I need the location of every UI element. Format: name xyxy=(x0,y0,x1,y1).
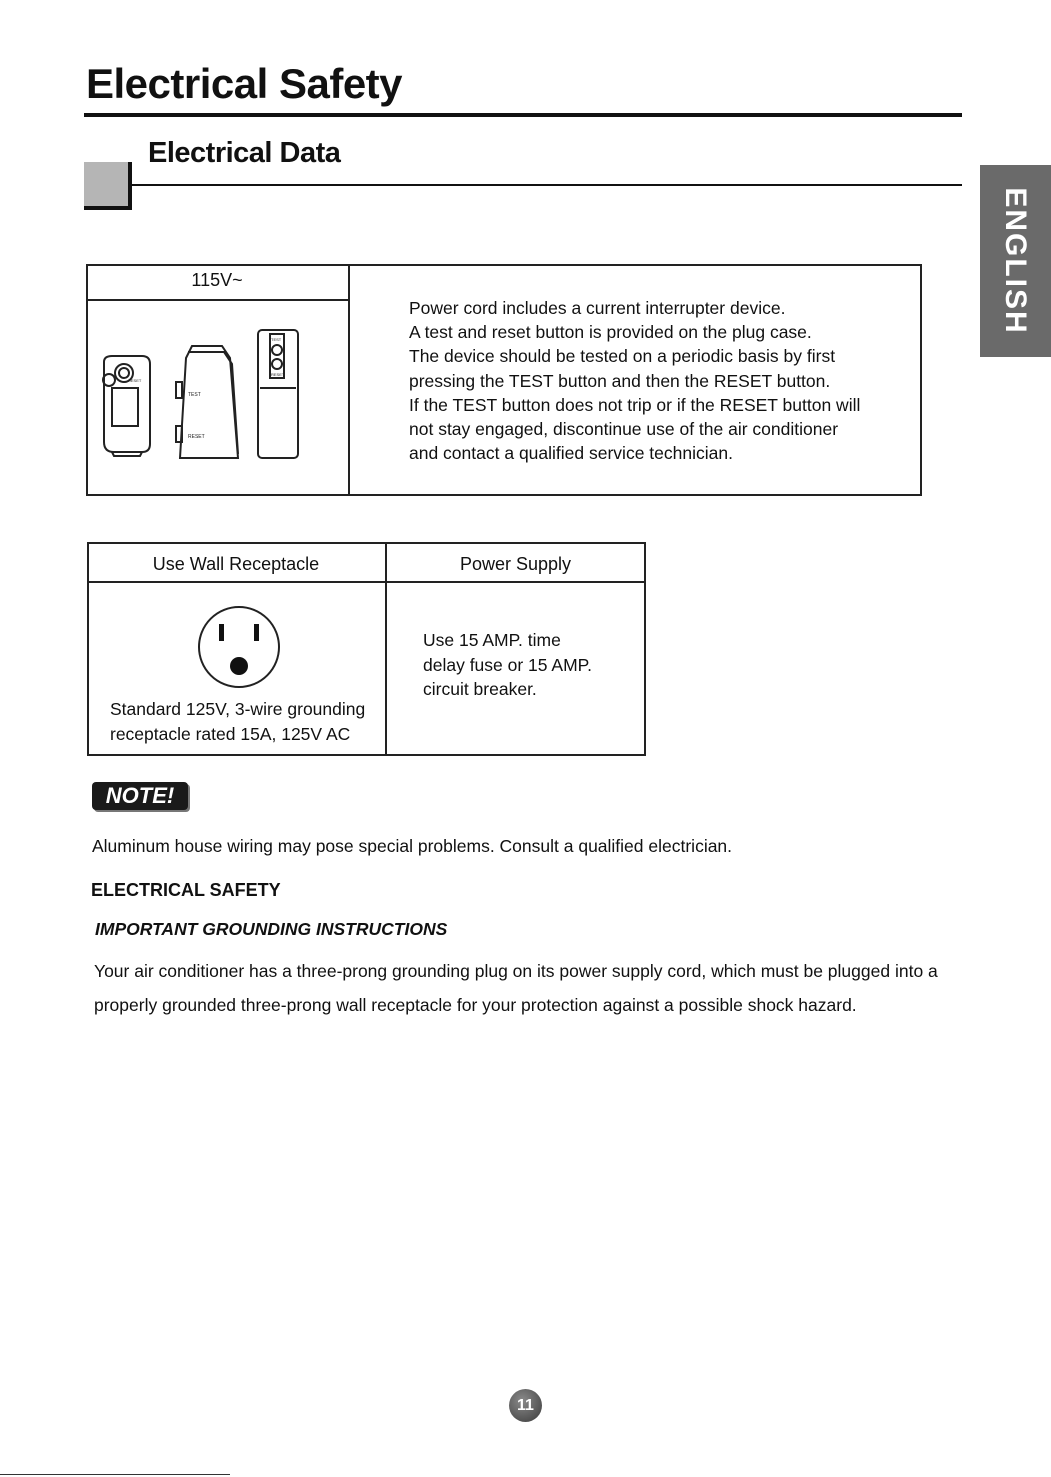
table-divider-horizontal xyxy=(86,299,348,301)
power-line: Use 15 AMP. time xyxy=(423,630,561,650)
grounding-body-line: Your air conditioner has a three-prong grounding plug on its power supply cord, which must be plugged into a xyxy=(94,961,938,981)
description-line: Power cord includes a current interrupter device. xyxy=(409,298,786,318)
grounding-body-line: properly grounded three-prong wall receptacle for your protection against a possible shock hazard. xyxy=(94,995,857,1015)
description-line: and contact a qualified service technician. xyxy=(409,443,733,464)
page-title: Electrical Safety xyxy=(86,60,403,107)
plug-front-view xyxy=(176,346,238,458)
receptacle-line: Standard 125V, 3-wire grounding xyxy=(110,699,366,719)
language-tab-label: ENGLISH xyxy=(999,187,1032,335)
footer-rule xyxy=(0,1474,230,1475)
plug-side-label: RESET xyxy=(128,378,142,383)
power-supply-header: Power Supply xyxy=(459,554,572,574)
power-line: delay fuse or 15 AMP. xyxy=(423,654,592,675)
page-number: 11 xyxy=(509,1389,542,1422)
description-line: A test and reset button is provided on the plug case. xyxy=(409,322,812,343)
wall-receptacle-header: Use Wall Receptacle xyxy=(152,554,320,574)
top-reset-label: RESET xyxy=(271,372,285,377)
note-badge: NOTE! xyxy=(92,782,188,810)
section-marker xyxy=(84,162,132,210)
title-divider xyxy=(84,113,962,117)
top-test-label: TEST xyxy=(271,337,282,342)
power-line: circuit breaker. xyxy=(423,679,537,699)
voltage-header: 115V~ xyxy=(191,270,243,290)
description-line: If the TEST button does not trip or if the RESET button will xyxy=(409,394,861,415)
electrical-safety-heading: ELECTRICAL SAFETY xyxy=(91,880,281,900)
test-label-small: TEST xyxy=(188,392,201,398)
grounding-instructions-heading: IMPORTANT GROUNDING INSTRUCTIONS xyxy=(95,919,448,939)
section-rule-vertical xyxy=(128,162,131,210)
language-tab xyxy=(980,165,1051,357)
outlet-icon xyxy=(196,604,282,690)
receptacle-spec xyxy=(110,697,380,746)
plug-top-view xyxy=(258,330,298,458)
note-text: Aluminum house wiring may pose special problems. Consult a qualified electrician. xyxy=(92,836,733,856)
reset-label-small: RESET xyxy=(188,434,205,440)
section-title: Electrical Data xyxy=(148,137,341,169)
table-divider-horizontal xyxy=(87,581,646,583)
power-supply-spec xyxy=(423,628,633,702)
plug-side-view xyxy=(103,356,150,456)
description-line: not stay engaged, discontinue use of the air conditioner xyxy=(409,419,839,440)
plug-device-illustration xyxy=(92,318,312,468)
description-line: The device should be tested on a periodic basis by first xyxy=(409,346,836,367)
section-divider xyxy=(128,184,962,186)
description-line: pressing the TEST button and then the RESET button. xyxy=(409,370,831,391)
table-divider-vertical xyxy=(348,264,350,496)
interrupter-description xyxy=(409,296,909,465)
receptacle-line: receptacle rated 15A, 125V AC xyxy=(110,723,351,744)
